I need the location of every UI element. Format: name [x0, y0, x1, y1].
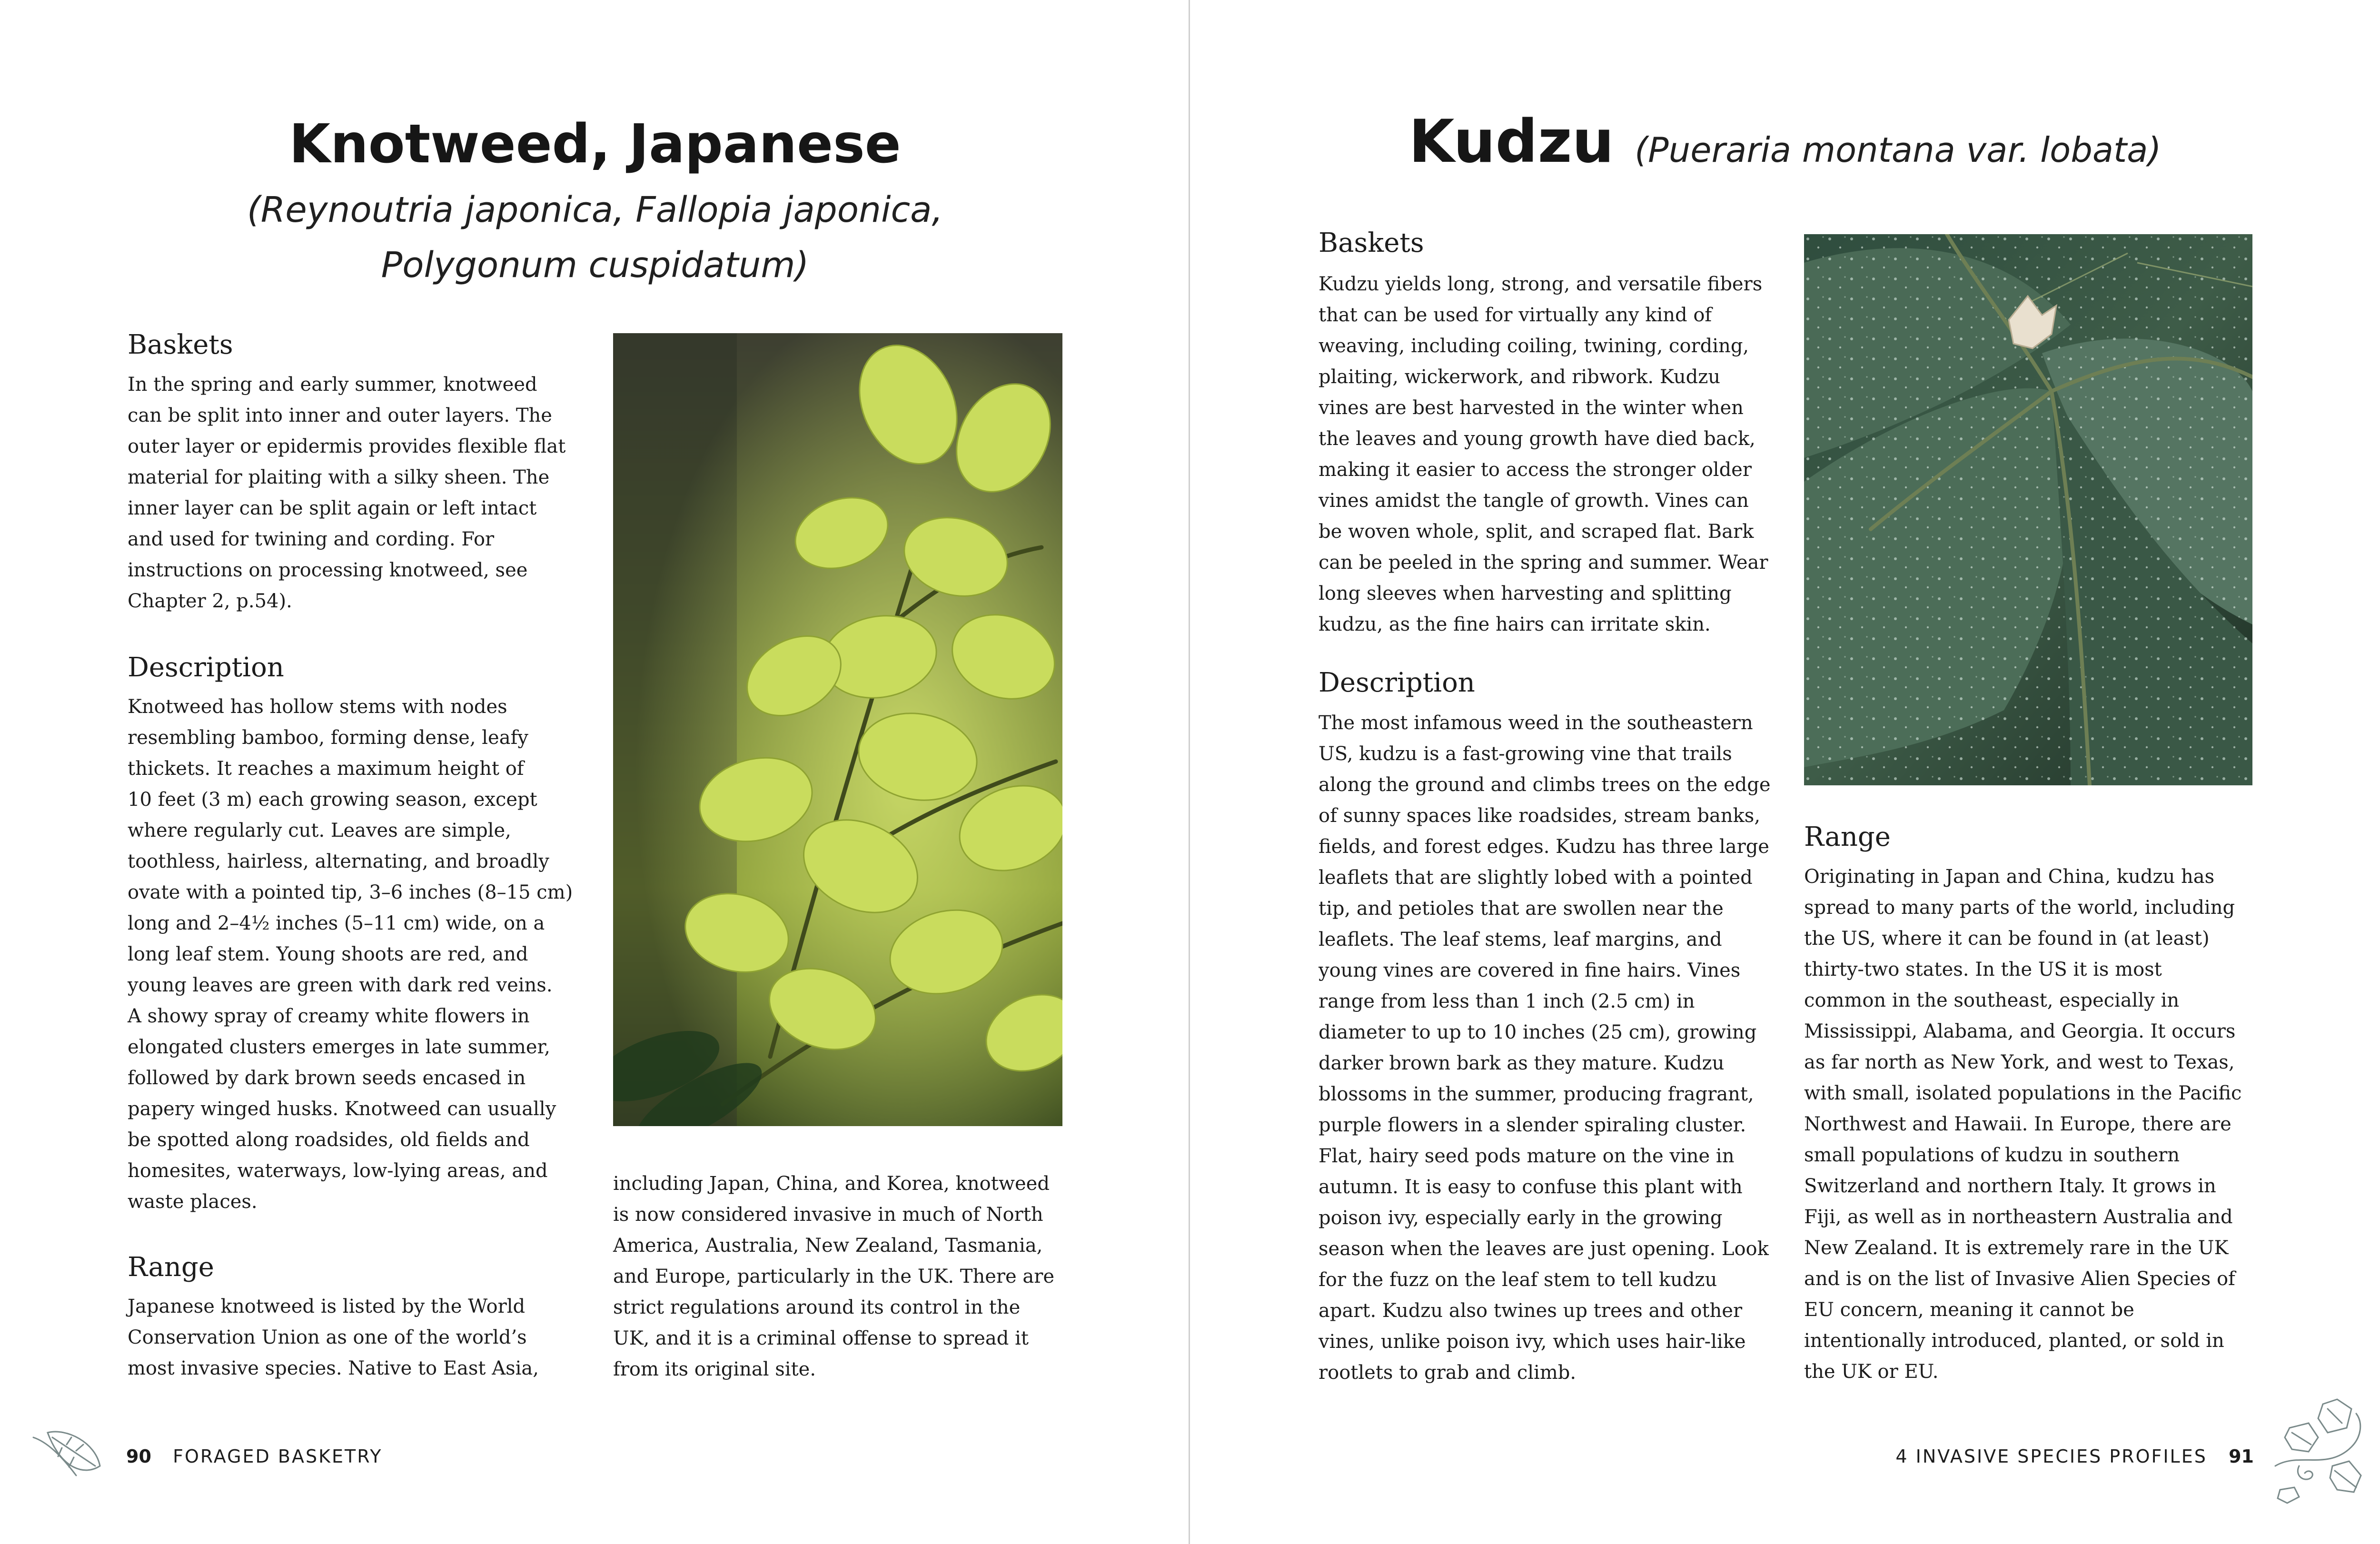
kudzu-photo — [1804, 234, 2252, 785]
left-range-text-column-2: including Japan, China, and Korea, knotweed is now considered invasive in much of North America, Australia, New Zealand, Tasmania, and Europe, particularly in the UK. There are strict regulations around its control in the UK, and it is a criminal offense to spread it from its original site. — [613, 1173, 1055, 1380]
vine-ornament-icon — [2271, 1395, 2370, 1504]
left-description-heading: Description — [128, 652, 284, 683]
leaf-ornament-icon — [29, 1423, 109, 1490]
right-range-text: Originating in Japan and China, kudzu has spread to many parts of the world, including the US, where it can be found in (at least) thirty-two states. In the US it is most common in the southeast, especially in Mississippi, Alabama, and Georgia. It occurs as far north as New York, and west to Texas, with small, isolated populations in the Pacific Northwest and Hawaii. In Europe, there are small populations of kudzu in southern Switzerland and northern Italy. It grows in Fiji, as well as in northeastern Australia and New Zealand. It is extremely rare in the UK and is on the list of Invasive Alien Species of EU concern, meaning it cannot be intentionally introduced, planted, or sold in the UK or EU. — [1804, 866, 2242, 1383]
left-baskets-heading: Baskets — [128, 329, 233, 360]
left-scientific-name-line-1: (Reynoutria japonica, Fallopia japonica, — [247, 189, 943, 230]
right-running-head: 4 INVASIVE SPECIES PROFILES — [1895, 1446, 2207, 1467]
left-page-number: 90 — [126, 1446, 151, 1467]
right-baskets-heading: Baskets — [1319, 228, 1424, 258]
knotweed-photo — [613, 333, 1062, 1126]
left-folio — [126, 1446, 382, 1467]
left-range-heading: Range — [128, 1252, 214, 1283]
left-scientific-name-line-2: Polygonum cuspidatum) — [381, 245, 809, 286]
right-page-number: 91 — [2229, 1446, 2254, 1467]
right-description-text: The most infamous weed in the southeastern US, kudzu is a fast-growing vine that trails along the ground and climbs trees on the edge of sunny spaces like roadsides, stream banks, fields, and forest edges. Kudzu has three large leaflets that are slightly lobed with a pointed tip, and petioles that are swollen near the leaflets. The leaf stems, leaf margins, and young vines are covered in fine hairs. Vines range from less than 1 inch (2.5 cm) in diameter to up to 10 inches (25 cm), growing darker brown bark as they mature. Kudzu blossoms in the summer, producing fragrant, purple flowers in a slender spiraling cluster. Flat, hairy seed pods mature on the vine in autumn. It is easy to confuse this plant with poison ivy, especially early in the growing season when the leaves are just opening. Look for the fuzz on the leaf stem to tell kudzu apart. Kudzu also twines up trees and other vines, unlike poison ivy, which uses hair-like rootlets to grab and climb. — [1319, 712, 1771, 1384]
left-page-title: Knotweed, Japanese — [289, 113, 901, 175]
right-page — [1190, 0, 2380, 1544]
right-scientific-name: (Pueraria montana var. lobata) — [1635, 130, 2162, 170]
right-folio — [1895, 1446, 2254, 1467]
right-description-heading: Description — [1319, 667, 1475, 698]
left-range-text-column-1: Japanese knotweed is listed by the World Conservation Union as one of the world’s most invasive species. Native to East Asia, — [128, 1296, 539, 1379]
right-page-title: Kudzu — [1408, 108, 1614, 176]
left-description-text: Knotweed has hollow stems with nodes resembling bamboo, forming dense, leafy thickets. It reaches a maximum height of 10 feet (3 m) each growing season, except where regularly cut. Leaves are simple, toothless, hairless, alternating, and broadly ovate with a pointed tip, 3–6 inches (8–15 cm) long and 2–4½ inches (5–11 cm) wide, on a long leaf stem. Young shoots are red, and young leaves are green with dark red veins. A showy spray of creamy white flowers in elongated clusters emerges in late summer, followed by dark brown seeds encased in papery winged husks. Knotweed can usually be spotted along roadsides, old fields and homesites, waterways, low-lying areas, and waste places. — [128, 696, 573, 1213]
right-page-title-row — [1190, 108, 2380, 176]
right-baskets-text: Kudzu yields long, strong, and versatile fibers that can be used for virtually any kind of weaving, including coiling, twining, cording, plaiting, wickerwork, and ribwork. Kudzu vines are best harvested in the winter when the leaves and young growth have died back, making it easier to access the stronger older vines amidst the tangle of growth. Vines can be woven whole, split, and scraped flat. Bark can be peeled in the spring and summer. Wear long sleeves when harvesting and splitting kudzu, as the fine hairs can irritate skin. — [1319, 273, 1768, 635]
right-range-heading: Range — [1804, 821, 1891, 852]
left-running-head: FORAGED BASKETRY — [173, 1446, 383, 1467]
left-baskets-text: In the spring and early summer, knotweed can be split into inner and outer layers. The outer layer or epidermis provides flexible flat material for plaiting with a silky sheen. The inner layer can be split again or left intact and used for twining and cording. For instructions on processing knotweed, see Chapter 2, p.54). — [128, 374, 566, 612]
